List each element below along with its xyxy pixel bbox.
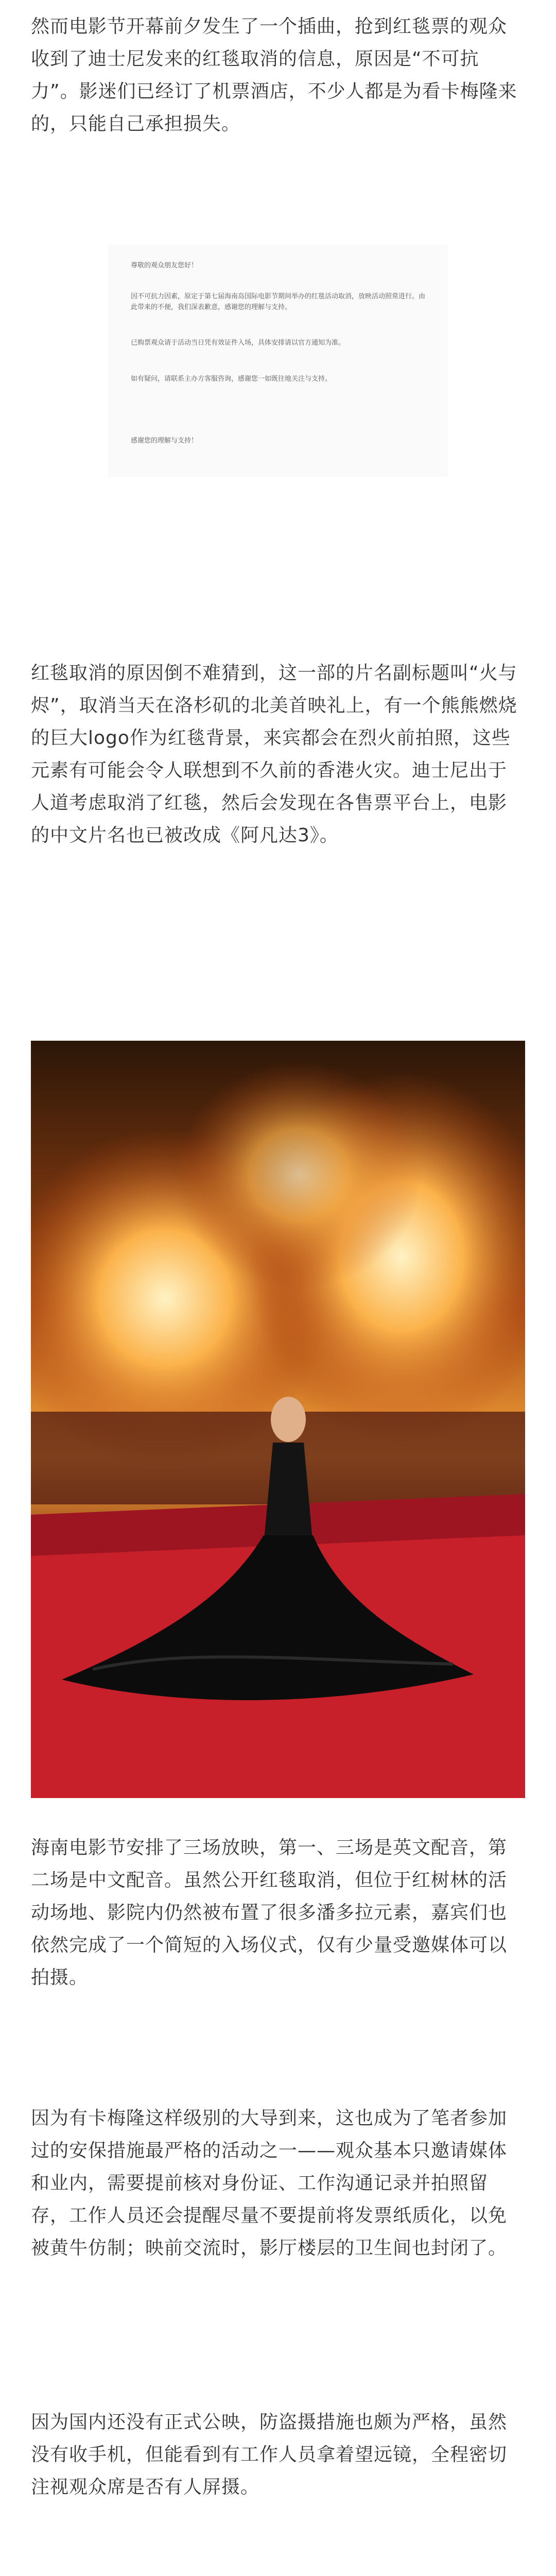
- notice-body-3: 如有疑问，请联系主办方客服咨询，感谢您一如既往地关注与支持。: [131, 375, 332, 383]
- notice-greeting: 尊敬的观众朋友您好！: [131, 262, 198, 269]
- red-carpet-fire-photo: [31, 1041, 525, 1798]
- article-paragraph: 因为国内还没有正式公映，防盗摄措施也颇为严格，虽然没有收手机，但能看到有工作人员拿着望远镜，全程密切注视观众席是否有人屏摄。: [31, 2412, 508, 2498]
- notice-body-1: 因不可抗力因素，原定于第七届海南岛国际电影节期间举办的红毯活动取消，放映活动照常进行。由此带来的不便，我们深表歉意，感谢您的理解与支持。: [131, 293, 426, 311]
- article-paragraph: 然而电影节开幕前夕发生了一个插曲，抢到红毯票的观众收到了迪士尼发来的红毯取消的信息，原因是“不可抗力”。影迷们已经订了机票酒店，不少人都是为看卡梅隆来的，只能自己承担损失。: [31, 16, 517, 134]
- article-paragraph: 因为有卡梅隆这样级别的大导到来，这也成为了笔者参加过的安保措施最严格的活动之一——观众基本只邀请媒体和业内，需要提前核对身份证、工作沟通记录并拍照留存，工作人员还会提醒尽量不要提前将发票纸质化，以免被黄牛仿制；映前交流时，影厅楼层的卫生间也封闭了。: [31, 2108, 508, 2259]
- article-paragraph: 海南电影节安排了三场放映，第一、三场是英文配音，第二场是中文配音。虽然公开红毯取消，但位于红树林的活动场地、影院内仍然被布置了很多潘多拉元素，嘉宾们也依然完成了一个简短的入场仪式，仅有少量受邀媒体可以拍摄。: [31, 1837, 508, 1988]
- article-paragraph: 红毯取消的原因倒不难猜到，这一部的片名副标题叫“火与烬”，取消当天在洛杉矶的北美首映礼上，有一个熊熊燃烧的巨大logo作为红毯背景，来宾都会在烈火前拍照，这些元素有可能会令人联想到不久前的香港火灾。迪士尼出于人道考虑取消了红毯，然后会发现在各售票平台上，电影的中文片名也已被改成《阿凡达3》。: [31, 663, 517, 846]
- notice-closing: 感谢您的理解与支持！: [131, 437, 198, 445]
- red-carpet-cancellation-notice: [108, 245, 448, 477]
- notice-body-2: 已购票观众请于活动当日凭有效证件入场，具体安排请以官方通知为准。: [131, 339, 345, 347]
